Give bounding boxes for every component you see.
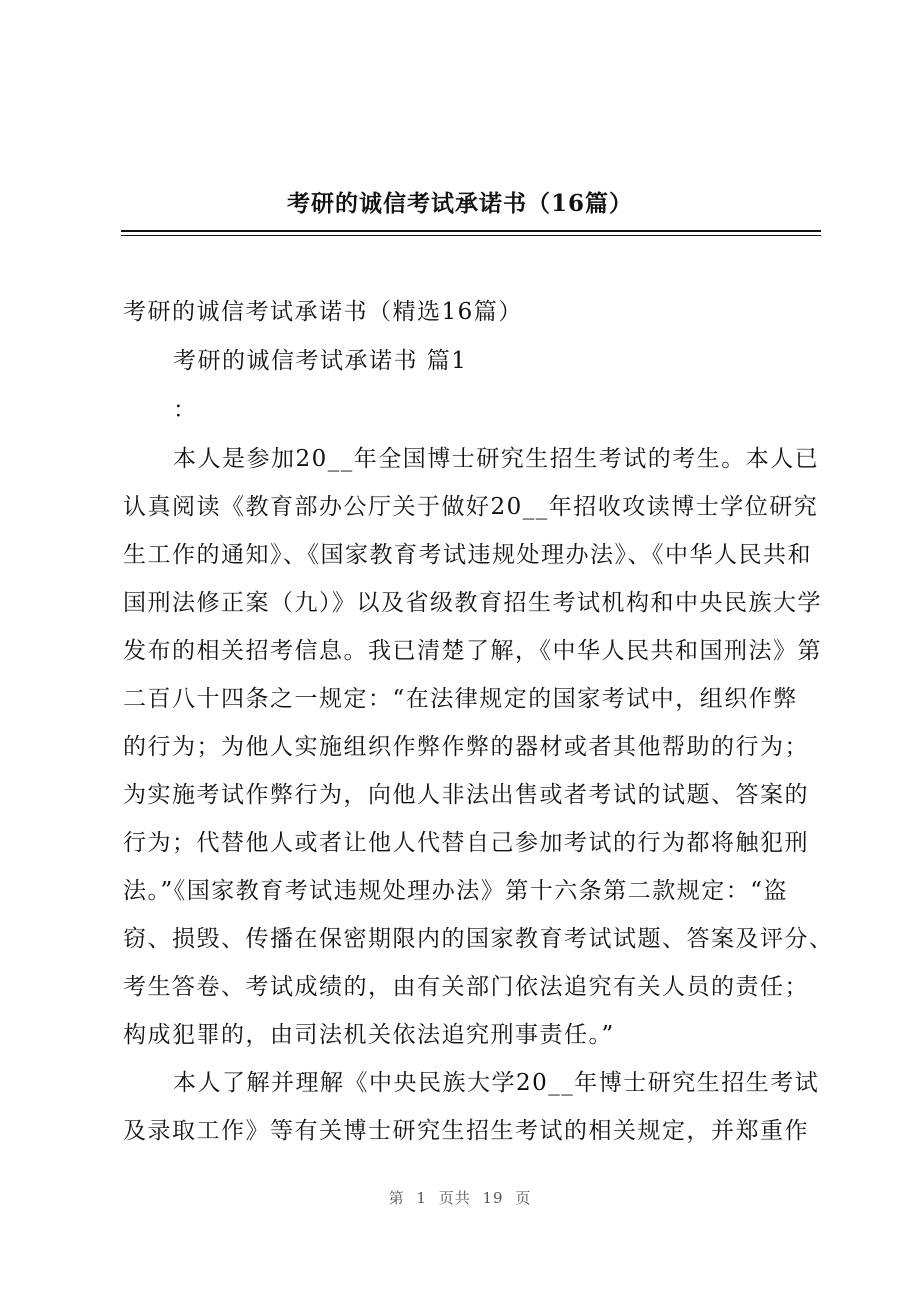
paragraph-1-line-9: 行为；代替他人或者让他人代替自己参加考试的行为都将触犯刑 [123,830,809,856]
salutation-colon: ： [173,397,198,423]
paragraph-2-line-2: 及录取工作》等有关博士研究生招生考试的相关规定，并郑重作 [123,1118,809,1144]
paragraph-1-line-12: 考生答卷、考试成绩的，由有关部门依法追究有关人员的责任； [123,974,809,1000]
title-rule-thick [121,230,821,232]
paragraph-1-line-2: 认真阅读《教育部办公厅关于做好20__年招收攻读博士学位研究 [123,494,819,520]
paragraph-1-line-10: 法。”《国家教育考试违规处理办法》第十六条第二款规定：“盗 [123,878,789,904]
paragraph-1-line-4: 国刑法修正案（九）》以及省级教育招生考试机构和中央民族大学 [123,590,822,616]
paragraph-1-line-8: 为实施考试作弊行为，向他人非法出售或者考试的试题、答案的 [123,782,809,808]
section-heading: 考研的诚信考试承诺书 篇1 [173,348,468,374]
document-title: 考研的诚信考试承诺书（16篇） [286,190,633,217]
title-rule-thin [121,235,821,236]
paragraph-2-line-1: 本人了解并理解《中央民族大学20__年博士研究生招生考试 [173,1070,820,1096]
paragraph-1-line-5: 发布的相关招考信息。我已清楚了解，《中华人民共和国刑法》第 [123,638,822,664]
page-footer: 第 1 页共 19 页 [388,1189,532,1207]
paragraph-1-line-6: 二百八十四条之一规定：“在法律规定的国家考试中，组织作弊 [123,686,798,712]
subtitle-line: 考研的诚信考试承诺书（精选16篇） [123,299,523,325]
paragraph-1-line-13: 构成犯罪的，由司法机关依法追究刑事责任。” [123,1022,615,1048]
paragraph-1-line-11: 窃、损毁、传播在保密期限内的国家教育考试试题、答案及评分、 [123,926,834,952]
paragraph-1-line-1: 本人是参加20__年全国博士研究生招生考试的考生。本人已 [173,446,820,472]
paragraph-1-line-7: 的行为；为他人实施组织作弊作弊的器材或者其他帮助的行为； [123,734,809,760]
paragraph-1-line-3: 生工作的通知》、《国家教育考试违规处理办法》、《中华人民共和 [123,542,812,568]
